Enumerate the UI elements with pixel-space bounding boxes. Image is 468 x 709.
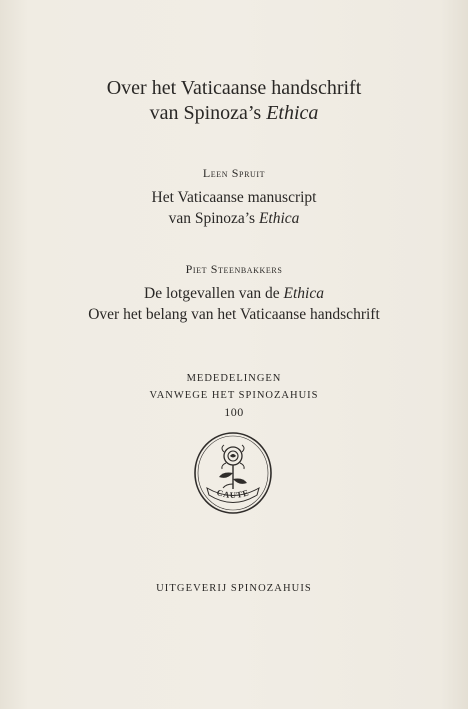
title-italic: Ethica (266, 102, 319, 124)
author-2: Piet Steenbakkers (185, 262, 283, 276)
series-line-1: MEDEDELINGEN (186, 373, 282, 384)
title-line-1: Over het Vaticaanse handschrift (106, 77, 362, 99)
svg-text:CAUTE (215, 487, 250, 500)
series-line-2: VANWEGE HET SPINOZAHUIS (149, 390, 319, 401)
subtitle-2-line-1-prefix: De lotgevallen van de (144, 285, 280, 302)
subtitle-1-line-1: Het Vaticaanse manuscript (151, 189, 317, 206)
subtitle-1-line-2-prefix: van Spinoza’s (168, 210, 256, 227)
subtitle-2-italic: Ethica (283, 285, 324, 302)
subtitle-2-line-2: Over het belang van het Vaticaanse handschrift (88, 306, 380, 323)
subtitle-1-line-2 (0, 208, 468, 229)
subtitle-1-italic: Ethica (258, 210, 300, 227)
series-info (0, 370, 468, 421)
title-line-2-prefix: van Spinoza’s (149, 102, 262, 124)
subtitle-2-line-1 (0, 283, 468, 304)
publisher: UITGEVERIJ SPINOZAHUIS (156, 583, 312, 594)
book-title (0, 76, 468, 126)
seal-motto: CAUTE (215, 487, 251, 501)
title-line-2 (0, 101, 468, 126)
rose-seal-icon (193, 431, 273, 515)
series-number: 100 (224, 405, 244, 419)
subtitle-2 (0, 283, 468, 325)
subtitle-1 (0, 187, 468, 229)
author-1: Leen Spruit (202, 166, 266, 180)
